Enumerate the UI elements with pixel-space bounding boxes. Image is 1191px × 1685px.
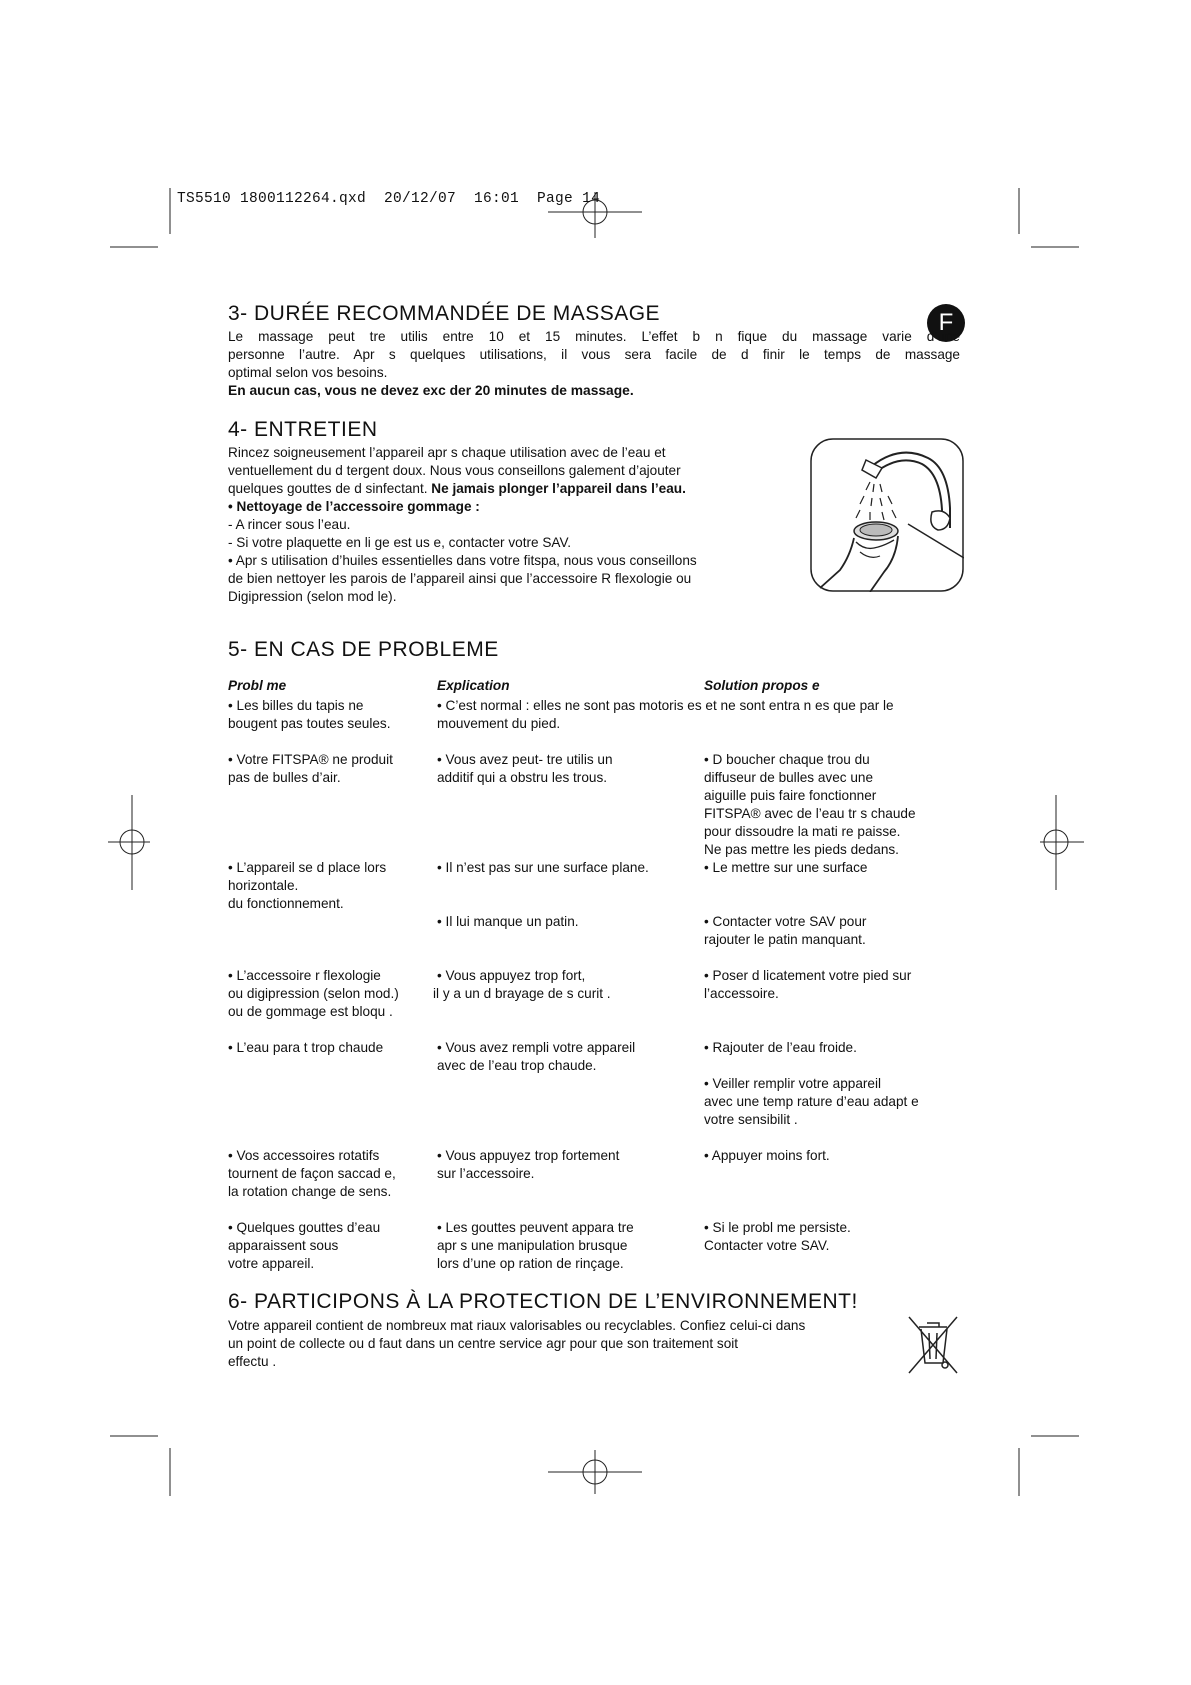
problem-cell: • L’appareil se d place lors horizontale. du fonctionnement.: [228, 860, 387, 911]
section-3-line-2: personne l’autre. Apr s quelques utilisations, il vous sera facile de d finir le temps de massage: [228, 347, 960, 362]
print-slug: TS5510 1800112264.qxd 20/12/07 16:01 Page 14: [177, 191, 601, 207]
section-4-line-3: [228, 480, 686, 498]
section-4-no-immerse-warning: Ne jamais plonger l’appareil dans l’eau.: [431, 481, 686, 496]
section-4-line-5: - A rincer sous l’eau.: [228, 517, 351, 532]
section-4-line-3-text: quelques gouttes de d sinfectant.: [228, 481, 432, 496]
explanation-cell: • Vous appuyez trop fortement sur l’accessoire.: [437, 1148, 620, 1181]
solution-cell: • Contacter votre SAV pour rajouter le patin manquant.: [704, 914, 867, 947]
section-3-title: 3- DURÉE RECOMMANDÉE DE MASSAGE: [228, 302, 661, 325]
explanation-cell: • Il n’est pas sur une surface plane.: [437, 860, 649, 875]
col-header-problem: Probl me: [228, 678, 287, 693]
solution-cell: • Poser d licatement votre pied sur l’accessoire.: [704, 968, 912, 1001]
section-4-line-8: de bien nettoyer les parois de l’appareil ainsi que l’accessoire R flexologie ou: [228, 571, 692, 586]
section-4-line-7: • Apr s utilisation d’huiles essentielles dans votre fitspa, nous vous conseillons: [228, 553, 697, 568]
section-4-scrub-heading: • Nettoyage de l’accessoire gommage :: [228, 499, 480, 514]
section-6-line-3: effectu .: [228, 1354, 277, 1369]
section-4-line-2: ventuellement du d tergent doux. Nous vous conseillons galement d’ajouter: [228, 463, 681, 478]
problem-cell: • L’eau para t trop chaude: [228, 1040, 384, 1055]
solution-cell: • D boucher chaque trou du diffuseur de bulles avec une aiguille puis faire fonctionner FITSPA® avec de l’eau tr s chaude pour dissoudre la mati re paisse. Ne pas mettre les pieds dedans.: [704, 752, 916, 857]
section-3-line-3: optimal selon vos besoins.: [228, 365, 388, 380]
col-header-explanation: Explication: [437, 678, 510, 693]
explanation-cell: • Les gouttes peuvent appara tre apr s une manipulation brusque lors d’une op ration de rinçage.: [437, 1220, 634, 1271]
solution-cell: • Rajouter de l’eau froide.: [704, 1040, 857, 1055]
explanation-cell: • Vous appuyez trop fort,: [437, 968, 586, 983]
section-4-line-9: Digipression (selon mod le).: [228, 589, 397, 604]
explanation-cell-cont: il y a un d brayage de s curit .: [433, 986, 611, 1001]
section-6-title: 6- PARTICIPONS À LA PROTECTION DE L’ENVIRONNEMENT!: [228, 1290, 858, 1313]
problem-cell: • Quelques gouttes d’eau apparaissent sous votre appareil.: [228, 1220, 381, 1271]
rinse-illustration: [810, 438, 964, 592]
explanation-cell: • Vous avez rempli votre appareil avec de l’eau trop chaude.: [437, 1040, 636, 1073]
problem-cell: • Vos accessoires rotatifs tournent de façon saccad e, la rotation change de sens.: [228, 1148, 396, 1199]
section-4-line-6: - Si votre plaquette en li ge est us e, contacter votre SAV.: [228, 535, 572, 550]
language-badge: F: [927, 304, 965, 342]
section-4-line-1: Rincez soigneusement l’appareil apr s chaque utilisation avec de l’eau et: [228, 445, 666, 460]
solution-cell: • Appuyer moins fort.: [704, 1148, 830, 1163]
col-header-solution: Solution propos e: [704, 678, 820, 693]
section-4-title: 4- ENTRETIEN: [228, 418, 378, 441]
section-5-title: 5- EN CAS DE PROBLEME: [228, 638, 499, 661]
solution-cell: • Veiller remplir votre appareil avec une temp rature d’eau adapt e votre sensibilit .: [704, 1076, 919, 1127]
section-6-line-2: un point de collecte ou d faut dans un centre service agr pour que son traitement soit: [228, 1336, 739, 1351]
problem-cell: • Votre FITSPA® ne produit pas de bulles d’air.: [228, 752, 393, 785]
explanation-cell: • Il lui manque un patin.: [437, 914, 579, 929]
section-3-line-1: Le massage peut tre utilis entre 10 et 15 minutes. L’effet b n fique du massage varie d’une: [228, 329, 960, 344]
crossed-out-wheelie-bin-icon: [905, 1313, 961, 1377]
explanation-cell: • Vous avez peut- tre utilis un additif qui a obstru les trous.: [437, 752, 613, 785]
problem-cell: • Les billes du tapis ne bougent pas toutes seules.: [228, 698, 391, 731]
solution-cell: • Le mettre sur une surface: [704, 860, 868, 875]
explanation-cell: • C’est normal : elles ne sont pas motoris es et ne sont entra n es que par le mouvement du pied.: [437, 698, 894, 731]
section-3-warning: En aucun cas, vous ne devez exc der 20 minutes de massage.: [228, 383, 634, 398]
problem-cell: • L’accessoire r flexologie ou digipression (selon mod.) ou de gommage est bloqu .: [228, 968, 399, 1019]
section-6-line-1: Votre appareil contient de nombreux mat riaux valorisables ou recyclables. Confiez celui-ci dans: [228, 1318, 806, 1333]
solution-cell: • Si le probl me persiste. Contacter votre SAV.: [704, 1220, 851, 1253]
